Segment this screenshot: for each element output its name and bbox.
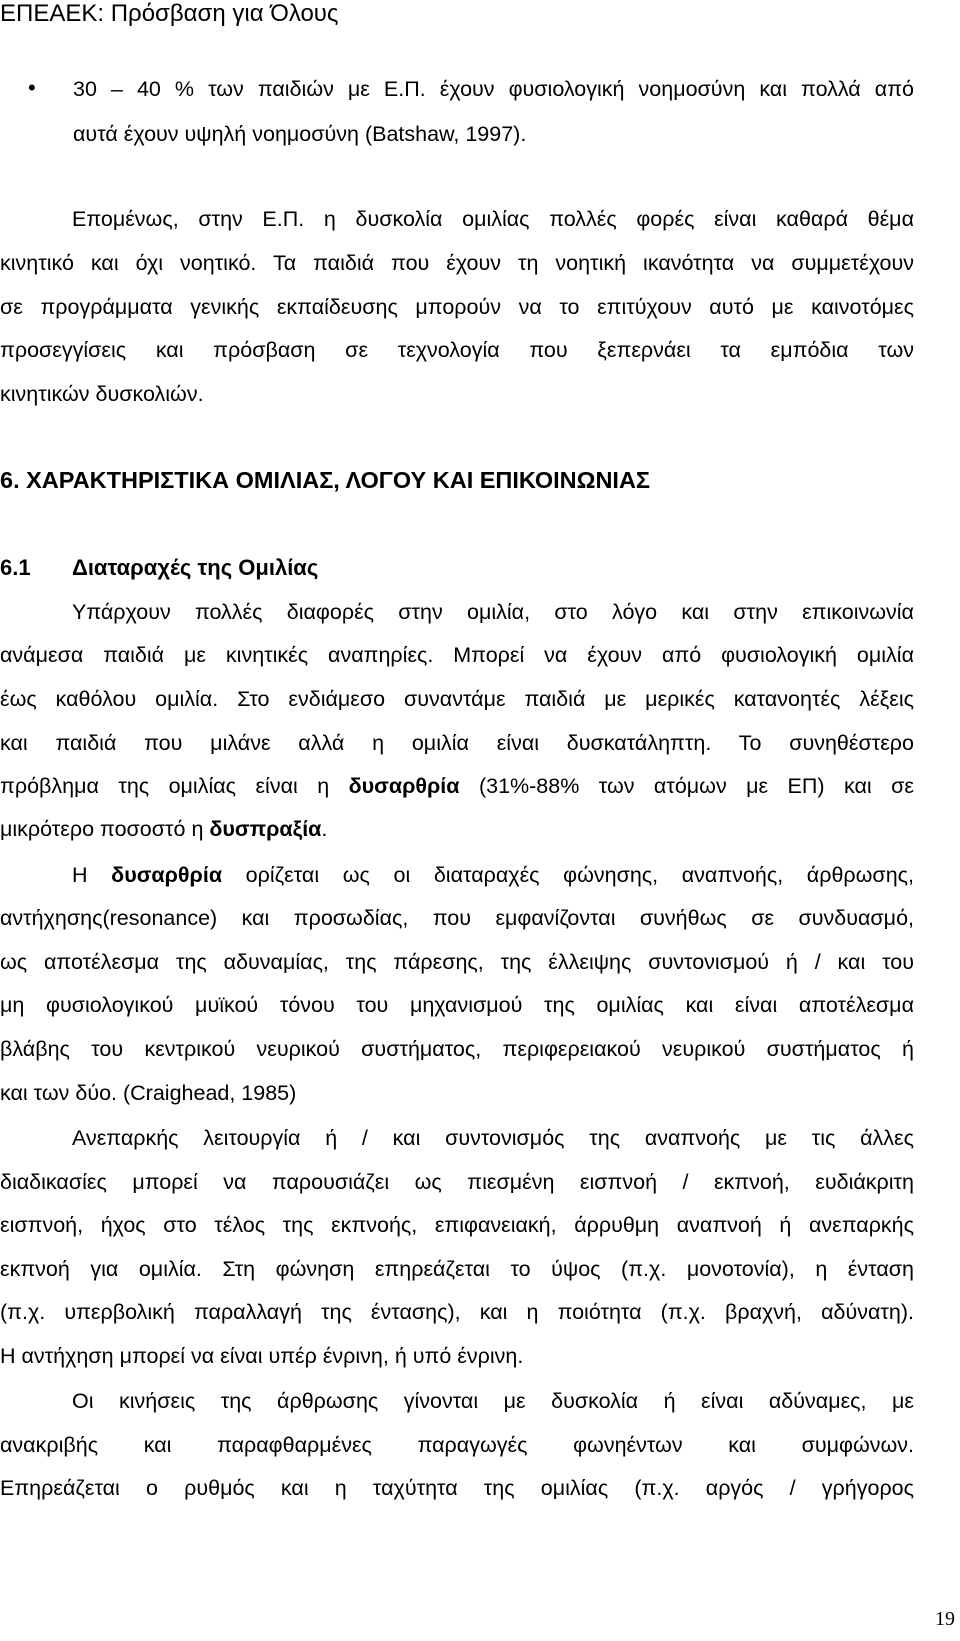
paragraph-line: μη φυσιολογικού μυϊκού τόνου του μηχανισμού της ομιλίας και είναι αποτέλεσμα bbox=[0, 993, 914, 1017]
text-run: (31%-88% των ατόμων με ΕΠ) και σε bbox=[459, 774, 914, 798]
paragraph-line: (π.χ. υπερβολική παραλλαγή της έντασης), και η ποιότητα (π.χ. βραχνή, αδύνατη). bbox=[0, 1300, 914, 1324]
term-dysarthria: δυσαρθρία bbox=[111, 863, 223, 887]
term-dysarthria: δυσαρθρία bbox=[348, 774, 460, 798]
paragraph-line bbox=[0, 813, 914, 845]
paragraph-line: Επομένως, στην Ε.Π. η δυσκολία ομιλίας πολλές φορές είναι καθαρά θέμα bbox=[72, 207, 914, 231]
paragraph-line bbox=[72, 859, 914, 891]
paragraph-line: προσεγγίσεις και πρόσβαση σε τεχνολογία που ξεπερνάει τα εμπόδια των bbox=[0, 338, 914, 362]
term-dyspraxia: δυσπραξία bbox=[209, 817, 322, 841]
page-number: 19 bbox=[935, 1608, 955, 1630]
section-heading: 6. ΧΑΡΑΚΤΗΡΙΣΤΙΚΑ ΟΜΙΛΙΑΣ, ΛΟΓΟΥ ΚΑΙ ΕΠΙΚΟΙΝΩΝΙΑΣ bbox=[0, 467, 651, 493]
bullet-text-line: αυτά έχουν υψηλή νοημοσύνη (Batshaw, 1997). bbox=[73, 122, 527, 146]
paragraph-line: Επηρεάζεται ο ρυθμός και η ταχύτητα της ομιλίας (π.χ. αργός / γρήγορος bbox=[0, 1476, 914, 1500]
paragraph-line: διαδικασίες μπορεί να παρουσιάζει ως πιεσμένη εισπνοή / εκπνοή, ευδιάκριτη bbox=[0, 1170, 914, 1194]
paragraph-line: ως αποτέλεσμα της αδυναμίας, της πάρεσης, της έλλειψης συντονισμού ή / και του bbox=[0, 950, 914, 974]
subsection-title: Διαταραχές της Ομιλίας bbox=[72, 555, 319, 580]
paragraph-line: κινητικό και όχι νοητικό. Τα παιδιά που έχουν τη νοητική ικανότητα να συμμετέχουν bbox=[0, 251, 914, 275]
paragraph-line: σε προγράμματα γενικής εκπαίδευσης μπορούν να το επιτύχουν αυτό με καινοτόμες bbox=[0, 295, 914, 319]
paragraph-line: Η αντήχηση μπορεί να είναι υπέρ ένρινη, ή υπό ένρινη. bbox=[0, 1344, 524, 1368]
text-run: ορίζεται ως οι διαταραχές φώνησης, αναπνοής, άρθρωσης, bbox=[222, 863, 914, 887]
paragraph-line: εκπνοή για ομιλία. Στη φώνηση επηρεάζεται το ύψος (π.χ. μονοτονία), η ένταση bbox=[0, 1257, 914, 1281]
paragraph-line: βλάβης του κεντρικού νευρικού συστήματος, περιφερειακού νευρικού συστήματος ή bbox=[0, 1037, 914, 1061]
paragraph-line: έως καθόλου ομιλία. Στο ενδιάμεσο συναντάμε παιδιά με μερικές κατανοητές λέξεις bbox=[0, 687, 914, 711]
subsection-number: 6.1 bbox=[0, 555, 31, 580]
bullet-icon: • bbox=[28, 75, 36, 100]
paragraph-line: και παιδιά που μιλάνε αλλά η ομιλία είναι δυσκατάληπτη. Το συνηθέστερο bbox=[0, 731, 914, 755]
text-run: πρόβλημα της ομιλίας είναι η bbox=[0, 774, 349, 798]
text-run: Η bbox=[72, 863, 112, 887]
paragraph-line: ανάμεσα παιδιά με κινητικές αναπηρίες. Μπορεί να έχουν από φυσιολογική ομιλία bbox=[0, 643, 914, 667]
paragraph-line: Οι κινήσεις της άρθρωσης γίνονται με δυσκολία ή είναι αδύναμες, με bbox=[72, 1389, 914, 1413]
paragraph-line: και των δύο. (Craighead, 1985) bbox=[0, 1081, 297, 1105]
paragraph-line: εισπνοή, ήχος στο τέλος της εκπνοής, επιφανειακή, άρρυθμη αναπνοή ή ανεπαρκής bbox=[0, 1213, 914, 1237]
subsection-heading bbox=[0, 552, 318, 584]
paragraph-line: Υπάρχουν πολλές διαφορές στην ομιλία, στο λόγο και στην επικοινωνία bbox=[72, 600, 914, 624]
text-run: μικρότερο ποσοστό η bbox=[0, 817, 210, 841]
bullet-text-line: 30 – 40 % των παιδιών με Ε.Π. έχουν φυσιολογική νοημοσύνη και πολλά από bbox=[73, 77, 914, 101]
text-run: . bbox=[321, 817, 328, 841]
paragraph-line: Ανεπαρκής λειτουργία ή / και συντονισμός της αναπνοής με τις άλλες bbox=[72, 1126, 914, 1150]
paragraph-line: αντήχησης(resonance) και προσωδίας, που εμφανίζονται συνήθως σε συνδυασμό, bbox=[0, 906, 914, 930]
paragraph-line: ανακριβής και παραφθαρμένες παραγωγές φωνηέντων και συμφώνων. bbox=[0, 1433, 914, 1457]
paragraph-line bbox=[0, 770, 914, 802]
paragraph-line: κινητικών δυσκολιών. bbox=[0, 382, 204, 406]
document-header: ΕΠΕΑΕΚ: Πρόσβαση για Όλους bbox=[0, 0, 339, 27]
